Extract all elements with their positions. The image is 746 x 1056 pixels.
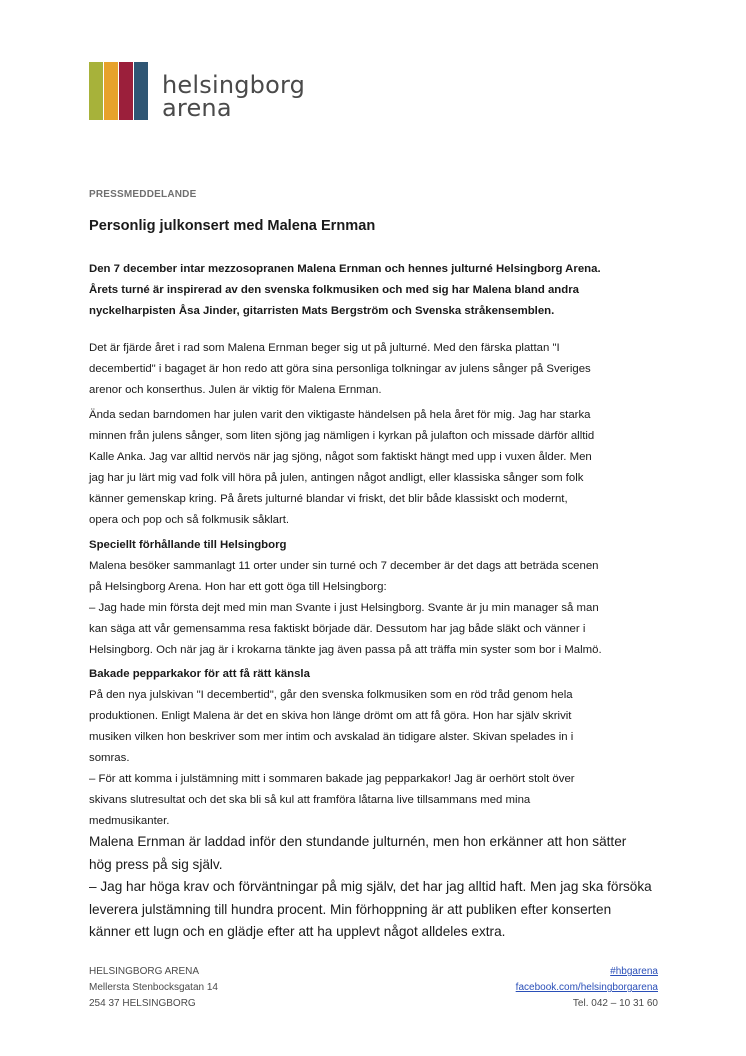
document-label: PRESSMEDDELANDE	[89, 189, 197, 200]
section-2-body	[89, 685, 669, 832]
paragraph-line: – För att komma i julstämning mitt i sommaren bakade jag pepparkakor! Jag är oerhört stolt över	[89, 773, 575, 785]
closing-line: leverera julstämning till hundra procent. Min förhoppning är att publiken efter konserten	[89, 901, 612, 917]
section-1-body	[89, 556, 669, 661]
closing-line: – Jag har höga krav och förväntningar på mig själv, det har jag alltid haft. Men jag ska försöka	[89, 879, 652, 894]
paragraph-line: Helsingborg. Och när jag är i krokarna tänkte jag även passa på att träffa min syster som bor i Malmö.	[89, 644, 602, 656]
paragraph-line: medmusikanter.	[89, 815, 170, 827]
paragraph-line: minnen från julens sånger, som liten sjöng jag nämligen i kyrkan på julafton och missade därför alltid	[89, 430, 595, 442]
paragraph-line: decembertid" i bagaget är hon redo att göra sina personliga tolkningar av julens sånger på Sveriges	[89, 363, 591, 375]
paragraph-line: musiken vilken hon beskriver som mer intim och avskalad än tidigare alster. Skivan spelades in i	[89, 731, 574, 743]
footer-phone: Tel. 042 – 10 31 60	[572, 998, 658, 1009]
paragraph-line: Kalle Anka. Jag var alltid nervös när jag sjöng, något som faktiskt hängt med upp i vuxen ålder. Men	[89, 451, 592, 463]
paragraph-line: Malena besöker sammanlagt 11 orter under sin turné och 7 december är det dags att beträda scenen	[89, 560, 599, 572]
footer-company: HELSINGBORG ARENA	[89, 966, 200, 977]
paragraph-line: Det är fjärde året i rad som Malena Ernman beger sig ut på julturné. Med den färska plattan "I	[89, 342, 560, 354]
paragraph-line: Ända sedan barndomen har julen varit den viktigaste händelsen på hela året för mig. Jag har starka	[89, 409, 591, 421]
intro-paragraph	[89, 259, 669, 322]
closing-line: hög press på sig själv.	[89, 856, 223, 872]
footer-address	[89, 964, 218, 1012]
paragraph-line: På den nya julskivan "I decembertid", går den svenska folkmusiken som en röd tråd genom hela	[89, 689, 573, 701]
page-title: Personlig julkonsert med Malena Ernman	[89, 218, 376, 234]
paragraph-line: somras.	[89, 752, 130, 764]
paragraph-line: arenor och konserthus. Julen är viktig för Malena Ernman.	[89, 384, 382, 396]
logo-bar-orange	[104, 62, 118, 120]
paragraph-line: känner gemenskap kring. På årets julturné blandar vi friskt, det blir både klassiskt och modernt,	[89, 493, 568, 505]
footer-street: Mellersta Stenbocksgatan 14	[89, 982, 218, 993]
paragraph-2	[89, 405, 669, 531]
logo-bar-red	[119, 62, 133, 120]
intro-line: Årets turné är inspirerad av den svenska folkmusiken och med sig har Malena bland andra	[89, 284, 579, 296]
paragraph-1	[89, 338, 669, 401]
paragraph-line: skivans slutresultat och det ska bli så kul att framföra låtarna live tillsammans med mina	[89, 794, 531, 806]
paragraph-line: kan säga att vår gemensamma resa faktiskt började där. Dessutom har jag både släkt och vänner i	[89, 623, 586, 635]
logo-bar-blue	[134, 62, 148, 120]
footer-contact	[516, 964, 658, 1012]
footer-city: 254 37 HELSINGBORG	[89, 998, 196, 1009]
paragraph-line: jag har ju lärt mig vad folk vill höra på julen, antingen något andligt, eller klassiska sånger som folk	[89, 472, 584, 484]
closing-paragraph	[89, 831, 679, 944]
closing-line: känner ett lugn och en glädje efter att ha upplevt något alldeles extra.	[89, 924, 506, 939]
paragraph-line: – Jag hade min första dejt med min man Svante i just Helsingborg. Svante är ju min manager så man	[89, 602, 599, 614]
intro-line: Den 7 december intar mezzosopranen Malena Ernman och hennes julturné Helsingborg Arena.	[89, 263, 601, 275]
facebook-link[interactable]: facebook.com/helsingborgarena	[515, 982, 658, 993]
logo-word-arena: arena	[162, 94, 232, 122]
paragraph-line: opera och pop och så folkmusik såklart.	[89, 514, 290, 526]
hashtag-link[interactable]: #hbgarena	[610, 966, 658, 977]
section-heading-helsingborg: Speciellt förhållande till Helsingborg	[89, 539, 287, 551]
logo-word-helsingborg: helsingborg	[162, 71, 306, 99]
logo-bar-green	[89, 62, 103, 120]
closing-line: Malena Ernman är laddad inför den stundande julturnén, men hon erkänner att hon sätter	[89, 834, 627, 849]
helsingborg-arena-logo	[89, 59, 319, 121]
paragraph-line: på Helsingborg Arena. Hon har ett gott öga till Helsingborg:	[89, 581, 387, 593]
section-heading-pepparkakor: Bakade pepparkakor för att få rätt känsla	[89, 668, 310, 680]
intro-line: nyckelharpisten Åsa Jinder, gitarristen Mats Bergström och Svenska stråkensemblen.	[89, 305, 555, 317]
paragraph-line: produktionen. Enligt Malena är det en skiva hon länge drömt om att få göra. Hon har själv skrivit	[89, 710, 572, 722]
